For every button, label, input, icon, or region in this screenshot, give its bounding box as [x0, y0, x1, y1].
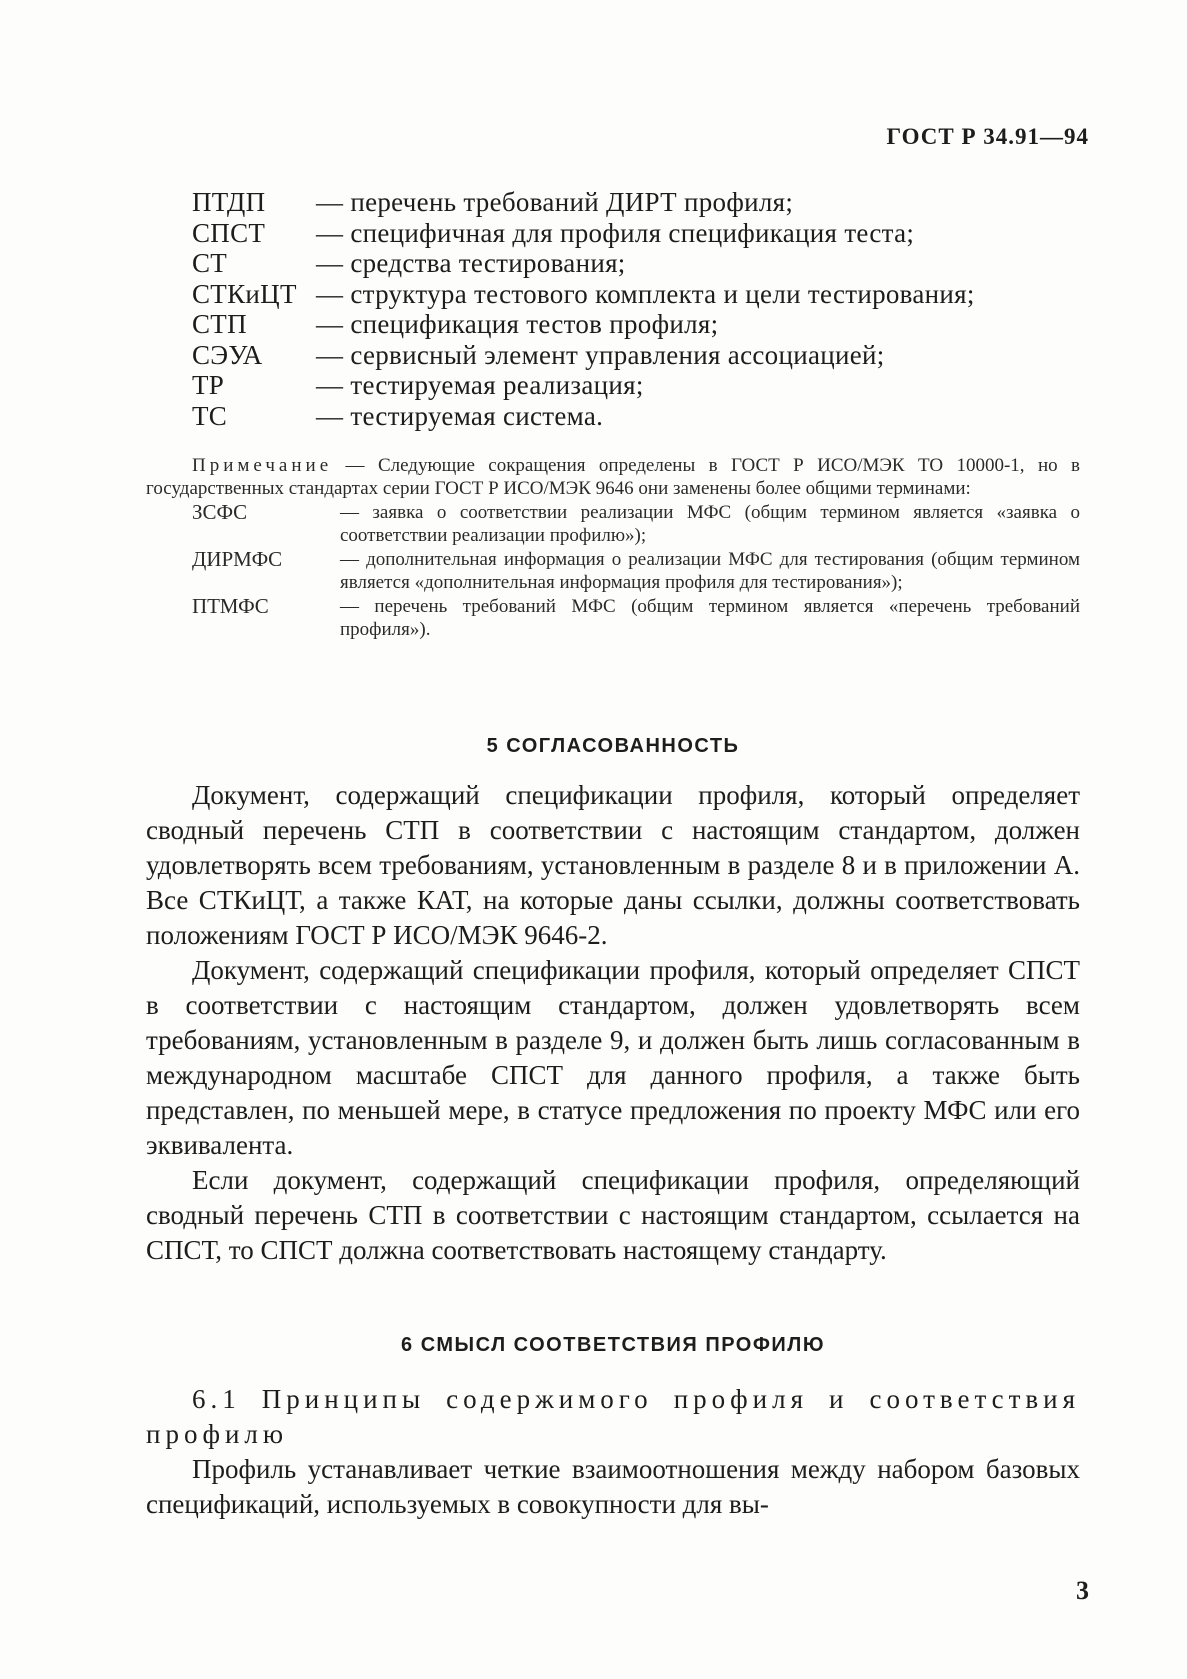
abbreviation-row [192, 309, 1082, 340]
note-item [192, 501, 1080, 547]
page-number: 3 [1076, 1576, 1089, 1605]
note-item-term: ДИРМФС [192, 547, 283, 571]
abbreviation-term: СПСТ [192, 217, 266, 248]
section-5-paragraph: Если документ, содержащий спецификации профиля, определяющий сводный перечень СТП в соответствии с настоящим стандартом, ссылается на СПСТ, то СПСТ должна соответствовать настоящему стандарту. [146, 1165, 1080, 1265]
section-5-heading: 5 СОГЛАСОВАННОСТЬ [486, 735, 740, 757]
abbreviation-term: ПТДП [192, 187, 266, 217]
section-6-heading: 6 СМЫСЛ СООТВЕТСТВИЯ ПРОФИЛЮ [401, 1334, 825, 1356]
abbreviation-definition: — специфичная для профиля спецификация теста; [316, 217, 915, 248]
abbreviation-term: ТС [192, 400, 228, 431]
abbreviation-row [192, 279, 1082, 310]
subsection-6-1-heading: 6.1 Принципы содержимого профиля и соответствия профилю [146, 1384, 1080, 1449]
abbreviation-definition: — тестируемая реализация; [316, 370, 644, 400]
abbreviation-row [192, 218, 1082, 249]
abbreviation-definition: — перечень требований ДИРТ профиля; [316, 187, 794, 217]
abbreviation-definition: — спецификация тестов профиля; [316, 309, 719, 339]
note-item-term: ЗСФС [192, 500, 248, 524]
section-6-paragraph: Профиль устанавливает четкие взаимоотношения между набором базовых спецификаций, используемых в совокупности для вы- [146, 1454, 1080, 1519]
abbreviation-definition: — сервисный элемент управления ассоциацией; [316, 339, 885, 370]
note-item [192, 595, 1080, 641]
section-5-paragraph: Документ, содержащий спецификации профиля, который определяет сводный перечень СТП в соответствии с настоящим стандартом, должен удовлетворять всем требованиям, установленным в разделе 8 и в приложении А. Все СТКиЦТ, а также КАТ, на которые даны ссылки, должны соответствовать положениям ГОСТ Р ИСО/МЭК 9646-2. [146, 780, 1080, 950]
abbreviation-definition: — структура тестового комплекта и цели тестирования; [316, 278, 975, 309]
note-item-definition: — заявка о соответствии реализации МФС (общим термином является «заявка о соответствии реализации профилю»); [340, 502, 1080, 546]
note-block [146, 454, 1080, 641]
abbreviation-list [192, 187, 1082, 431]
note-item [192, 548, 1080, 594]
abbreviation-row [192, 187, 1082, 218]
standard-header: ГОСТ Р 34.91—94 [886, 124, 1089, 149]
abbreviation-term: СТП [192, 309, 247, 339]
abbreviation-row [192, 248, 1082, 279]
note-intro [146, 454, 1080, 500]
abbreviation-term: СТ [192, 248, 228, 278]
section-5-paragraph: Документ, содержащий спецификации профиля, который определяет СПСТ в соответствии с настоящим стандартом, должен удовлетворять всем требованиям, установленным в разделе 9, и должен быть лишь согласованным в международном масштабе СПСТ для данного профиля, а также быть представлен, по меньшей мере, в статусе предложения по проекту МФС или его эквивалента. [146, 955, 1080, 1160]
section-6-body [146, 1382, 1080, 1522]
abbreviation-definition: — средства тестирования; [316, 248, 626, 278]
abbreviation-row [192, 401, 1082, 432]
abbreviation-term: ТР [192, 370, 225, 400]
note-item-term: ПТМФС [192, 594, 269, 618]
abbreviation-term: СТКиЦТ [192, 278, 297, 309]
note-label: Примечание [192, 455, 333, 476]
note-item-definition: — дополнительная информация о реализации МФС для тестирования (общим термином является «дополнительная информация профиля для тестирования»); [340, 549, 1080, 593]
note-item-definition: — перечень требований МФС (общим термином является «перечень требований профиля»). [340, 596, 1080, 640]
abbreviation-definition: — тестируемая система. [316, 400, 604, 431]
abbreviation-term: СЭУА [192, 339, 263, 370]
abbreviation-row [192, 340, 1082, 371]
note-text: — Следующие сокращения определены в ГОСТ Р ИСО/МЭК ТО 10000-1, но в государственных стандартах серии ГОСТ Р ИСО/МЭК 9646 они заменены более общими терминами: [146, 455, 1080, 499]
abbreviation-row [192, 370, 1082, 401]
section-5-body [146, 778, 1080, 1268]
